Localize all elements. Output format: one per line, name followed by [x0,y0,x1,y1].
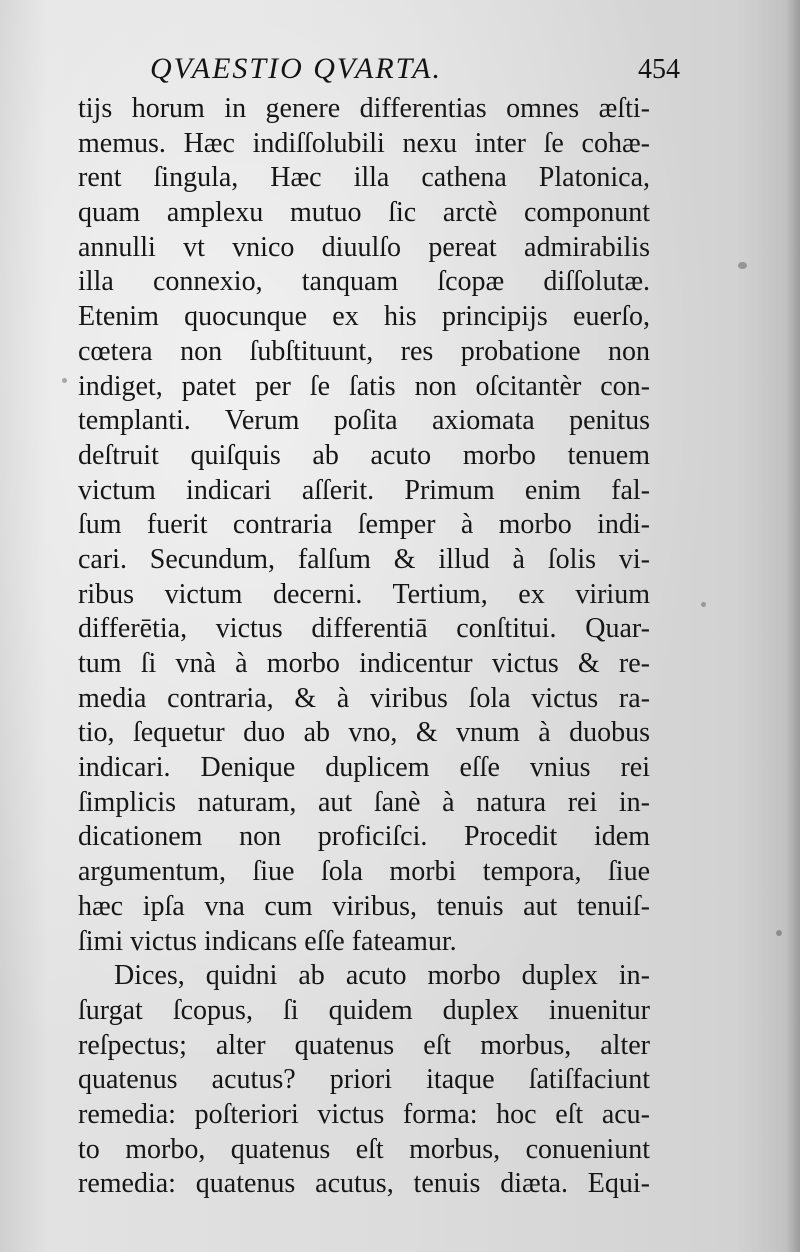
text-line: to morbo, quatenus eſt morbus, conueniunt [78,1133,650,1165]
text-line: tum ſi vnà à morbo indicentur victus & re- [78,648,650,679]
text-line: dicationem non proficiſci. Procedit idem [78,821,650,853]
paragraph-start-line: Dices, quidni ab acuto morbo duplex in- [114,960,650,992]
text-line: ſum fuerit contraria ſemper à morbo indi- [78,509,650,541]
text-line: quatenus acutus? priori itaque ſatiſfaciunt [78,1064,650,1096]
text-line: quam amplexu mutuo ſic arctè componunt [78,197,650,229]
text-line: tio, ſequetur duo ab vno, & vnum à duobus [78,717,650,749]
text-line: memus. Hæc indiſſolubili nexu inter ſe cohæ- [78,127,650,159]
text-line: deſtruit quiſquis ab acuto morbo tenuem [78,439,650,471]
page-number: 454 [638,54,680,85]
text-line: annulli vt vnico diuulſo pereat admirabilis [78,231,650,263]
text-line: indiget, patet per ſe ſatis non oſcitantèr con- [78,370,650,402]
text-line: victum indicari aſſerit. Primum enim fal- [78,474,650,506]
text-line: ſurgat ſcopus, ſi quidem duplex inuenitur [78,994,650,1026]
text-line: ſimi victus indicans eſſe fateamur. [78,925,457,957]
paper-speck [738,262,747,269]
text-line: ſimplicis naturam, aut ſanè à natura rei in- [78,786,650,818]
text-line: Etenim quocunque ex his principijs euerſo, [78,301,650,333]
text-line: rent ſingula, Hæc illa cathena Platonica, [78,162,650,194]
paper-speck [701,602,706,607]
paper-speck [776,930,782,936]
page-edge-shadow [786,0,800,1252]
text-line: ribus victum decerni. Tertium, ex virium [78,578,650,610]
text-line: hæc ipſa vna cum viribus, tenuis aut tenuiſ- [78,890,650,922]
text-line: cœtera non ſubſtituunt, res probatione non [78,335,650,367]
text-line: differētia, victus differentiā conſtitui. Quar- [78,613,650,645]
text-line: remedia: quatenus acutus, tenuis diæta. Equi- [78,1168,650,1200]
text-line: media contraria, & à viribus ſola victus ra- [78,682,650,714]
text-line: remedia: poſteriori victus forma: hoc eſt acu- [78,1098,650,1130]
text-line: tijs horum in genere differentias omnes æſti- [78,93,650,124]
text-line: argumentum, ſiue ſola morbi tempora, ſiue [78,856,650,888]
text-line: templanti. Verum poſita axiomata penitus [78,405,650,437]
running-head-title: QVAESTIO QVARTA. [150,52,442,85]
paper-speck [62,378,67,383]
text-line: cari. Secundum, falſum & illud à ſolis vi- [78,543,650,575]
body-text [78,92,650,1202]
text-line: indicari. Denique duplicem eſſe vnius rei [78,752,650,784]
text-line: illa connexio, tanquam ſcopæ diſſolutæ. [78,266,650,298]
text-line: reſpectus; alter quatenus eſt morbus, alter [78,1029,650,1061]
